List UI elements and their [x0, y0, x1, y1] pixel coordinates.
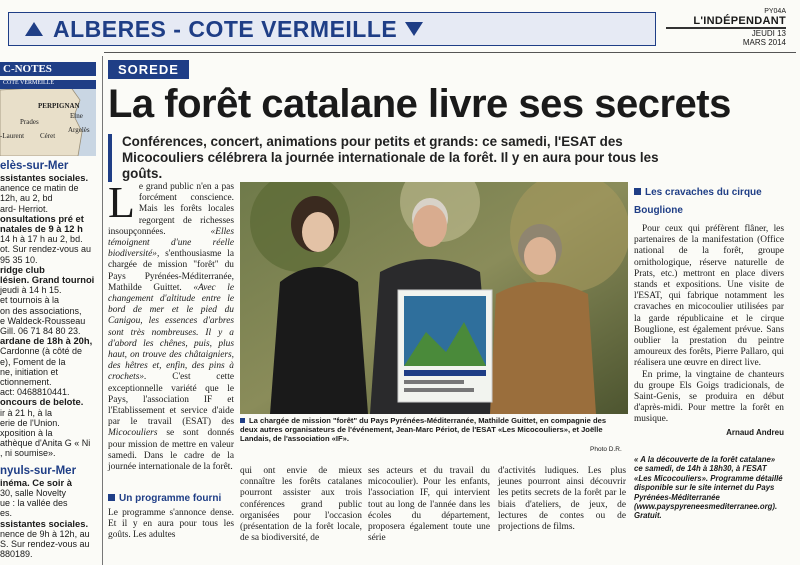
left-note-line: ssistantes sociales.: [0, 517, 89, 529]
left-note-line: athèque d'Anita G « Ni: [0, 438, 91, 449]
map-label: Céret: [40, 132, 56, 140]
info-box-text: « A la découverte de la forêt catalane» ce samedi, de 14h à 18h30, à l'ESAT «Les Micocouliers». Programme détaillé disponible sur le site internet du Pays Pyrénées-Méditerranée (www.payspyreneesmediterranee.org). Gratuit.: [634, 455, 783, 521]
left-note-line: ssistantes sociales.: [0, 172, 89, 183]
col1-text: e grand public n'en a pas forcément conscience. Mais les forêts locales regorgent de richesses insoupçonnées.: [108, 182, 234, 237]
left-note-line: on des associations,: [0, 305, 82, 316]
drop-cap: L: [108, 178, 135, 227]
article-author: Arnaud Andreu: [726, 427, 784, 437]
col1-quote: «Elles témoignent d'une réelle biodiversité»,: [108, 226, 234, 260]
date-line-1: JEUDI 13: [751, 29, 786, 38]
paper-code: PY04A: [764, 8, 786, 15]
left-note-line: 14 h à 17 h au 2, bd.: [0, 234, 83, 245]
left-note-line: xposition à la: [0, 428, 53, 439]
col1-text: s'enthousiasme la chargée de mission "forêt" du Pays Pyrénées-Méditerranée, Mathilde Guittet.: [108, 249, 234, 293]
article-headline: La forêt catalane livre ses secrets: [108, 82, 731, 126]
right-column: [634, 182, 784, 437]
date-line-2: MARS 2014: [742, 38, 786, 47]
left-note-line: jeudi à 14 h 15.: [0, 285, 62, 296]
article-column-1-bottom: Le programme s'annonce dense. Et il y en aura pour tous les goûts. Les adultes: [108, 508, 234, 541]
left-note-line: Gill. 06 71 84 80 23.: [0, 326, 81, 337]
left-note-line: Cardonne (à côté de: [0, 346, 83, 357]
left-note-line: natales de 9 à 12 h: [0, 223, 83, 235]
photo-caption: [240, 416, 624, 444]
col1-text: se sont donnés pour mission de mettre en valeur samedi. Dans le cadre de la journée internationale de la forêt.: [108, 428, 234, 473]
right-paragraph-2: En prime, la vingtaine de chanteurs du groupe Els Goigs tradicionals, de Saint-Genis, se produira en début d'après-midi. Pour mettre la forêt en musique.: [634, 369, 784, 425]
right-paragraph-1: Pour ceux qui préfèrent flâner, les partenaires de la manifestation (Office national de la forêt, groupe ornithologique, réserve naturelle de Prats, etc.) mettront en place divers stands et expositions. Une visite de l'ESAT, qui fabrique notamment les cravaches en micocoulier utilisées par la garde républicaine et le cirque Bouglione, est également prévue. Sans oublier la prestation du peintre amoureux des forêts, Pierre Pallaro, qui réalisera une œuvre en direct live.: [634, 224, 784, 369]
map-label: Argelès: [68, 126, 90, 134]
left-note-line: nence de 9h à 12h, au: [0, 528, 90, 539]
info-box: [634, 455, 784, 521]
left-note-line: ir à 21 h, à la: [0, 407, 53, 418]
left-note-line: 12h, au 2, bd: [0, 193, 53, 204]
left-note-line: onsultations pré et: [0, 212, 84, 224]
col1-text: C'est cette exceptionnelle variété que le Pays, l'association IF et l'Etablissement et service d'aide par le travail (ESAT) des: [108, 372, 234, 428]
triangle-down-icon: [405, 22, 423, 36]
square-bullet-icon: [634, 188, 641, 195]
top-divider: [104, 52, 796, 53]
cnotes-title: C-NOTES: [0, 62, 96, 76]
article-column-2: qui ont envie de mieux connaître les forêts catalanes pourront assister aux trois conférences grand public organisées pour l'occasion (présentation de la forêt locale, de sa biodiversité, de: [240, 466, 362, 544]
section-title: ALBERES - COTE VERMEILLE: [53, 15, 398, 42]
map-label: Elne: [70, 112, 83, 120]
left-note-line: 30, salle Novelty: [0, 487, 67, 498]
subhead-programme-text: Un programme fourni: [119, 493, 222, 504]
left-note-line: lésien. Grand tournoi: [0, 274, 95, 286]
left-note-line: e Waldeck-Rousseau: [0, 315, 86, 326]
left-note-line: 880189.: [0, 549, 33, 560]
left-note-line: ardane de 18h à 20h,: [0, 335, 93, 347]
left-note-line: , ni soumise».: [0, 448, 56, 459]
left-note-line: ot. Sur rendez-vous au: [0, 244, 92, 255]
photo-credit: Photo D.R.: [590, 446, 622, 453]
left-note-line: anence ce matin de: [0, 183, 79, 194]
col1-italic: Micocouliers: [108, 428, 158, 439]
left-note-line: e), Foment de la: [0, 356, 66, 367]
photo-illustration: [240, 182, 628, 414]
left-note-line: ridge club: [0, 263, 45, 275]
left-note-line: S. Sur rendez-vous au: [0, 538, 90, 549]
map-label: -Laurent: [0, 132, 25, 140]
left-note-line: oncours de belote.: [0, 396, 84, 408]
left-note-line: act: 0468810441.: [0, 387, 70, 398]
left-note-line: ctionnement.: [0, 377, 52, 388]
square-bullet-icon: [240, 418, 245, 423]
masthead: [666, 8, 786, 47]
left-note-line: elès-sur-Mer: [0, 160, 69, 172]
region-map: [0, 80, 96, 156]
map-label: PERPIGNAN: [38, 102, 80, 110]
triangle-up-icon: [25, 22, 43, 36]
left-notes: [0, 160, 100, 559]
section-banner: [8, 12, 656, 46]
left-note-line: 95 35 10.: [0, 254, 38, 265]
subhead-cravaches: [634, 182, 784, 218]
left-note-line: inéma. Ce soir à: [0, 476, 72, 488]
article-column-3: ses acteurs et du travail du micocoulier). Pour les enfants, l'association IF, qui intervient tout au long de l'année dans les écoles du département, proposera également toute une série: [368, 466, 490, 544]
article-kicker: SOREDE: [108, 60, 189, 79]
left-note-line: nyuls-sur-Mer: [0, 464, 77, 477]
article-column-1: [108, 178, 234, 473]
col1-quote: «Avec le changement d'altitude entre le bord de mer et le pied du Canigou, les essences d'arbres sont très nombreuses. Il y a d'abord les chênes, puis, plus haut, on trouve des châtaigniers, des hêtres et, enfin, des pins à crochets».: [108, 282, 234, 383]
map-label: Prades: [20, 118, 39, 126]
photo-caption-text: La chargée de mission "forêt" du Pays Pyrénées-Méditerranée, Mathilde Guittet, en compagnie des deux autres organisateurs de l'événement, Jean-Marc Périot, de l'ESAT «Les Micocouliers», et Joëlle Landais, de l'association «IF».: [240, 416, 607, 444]
map-label: CÔTE VERMEILLE: [3, 80, 55, 86]
left-column-divider: [102, 56, 103, 565]
subhead-programme: [108, 488, 234, 506]
left-note-line: erie de l'Union.: [0, 417, 60, 428]
article-column-4: d'activités ludiques. Les plus jeunes pourront ainsi découvrir les petits secrets de la forêt par le biais d'ateliers, de jeux, de lectures de contes ou de projections de films.: [498, 466, 626, 533]
newspaper-name: L'INDÉPENDANT: [693, 15, 786, 27]
left-note-line: ue : la vallée des: [0, 498, 68, 509]
article-photo: [240, 182, 628, 414]
article-standfirst: Conférences, concert, animations pour petits et grands: ce samedi, l'ESAT des Micocouliers célébrera la journée internationale de la forêt. Il y en aura pour tous les goûts.: [108, 134, 682, 182]
left-note-line: es.: [0, 508, 13, 519]
square-bullet-icon: [108, 494, 115, 501]
left-note-line: ne, initiation et: [0, 366, 59, 377]
subhead-cravaches-text: Les cravaches du cirque Bouglione: [634, 187, 762, 216]
left-note-line: ard- Herriot.: [0, 203, 49, 214]
left-note-line: et tournois à la: [0, 295, 60, 306]
